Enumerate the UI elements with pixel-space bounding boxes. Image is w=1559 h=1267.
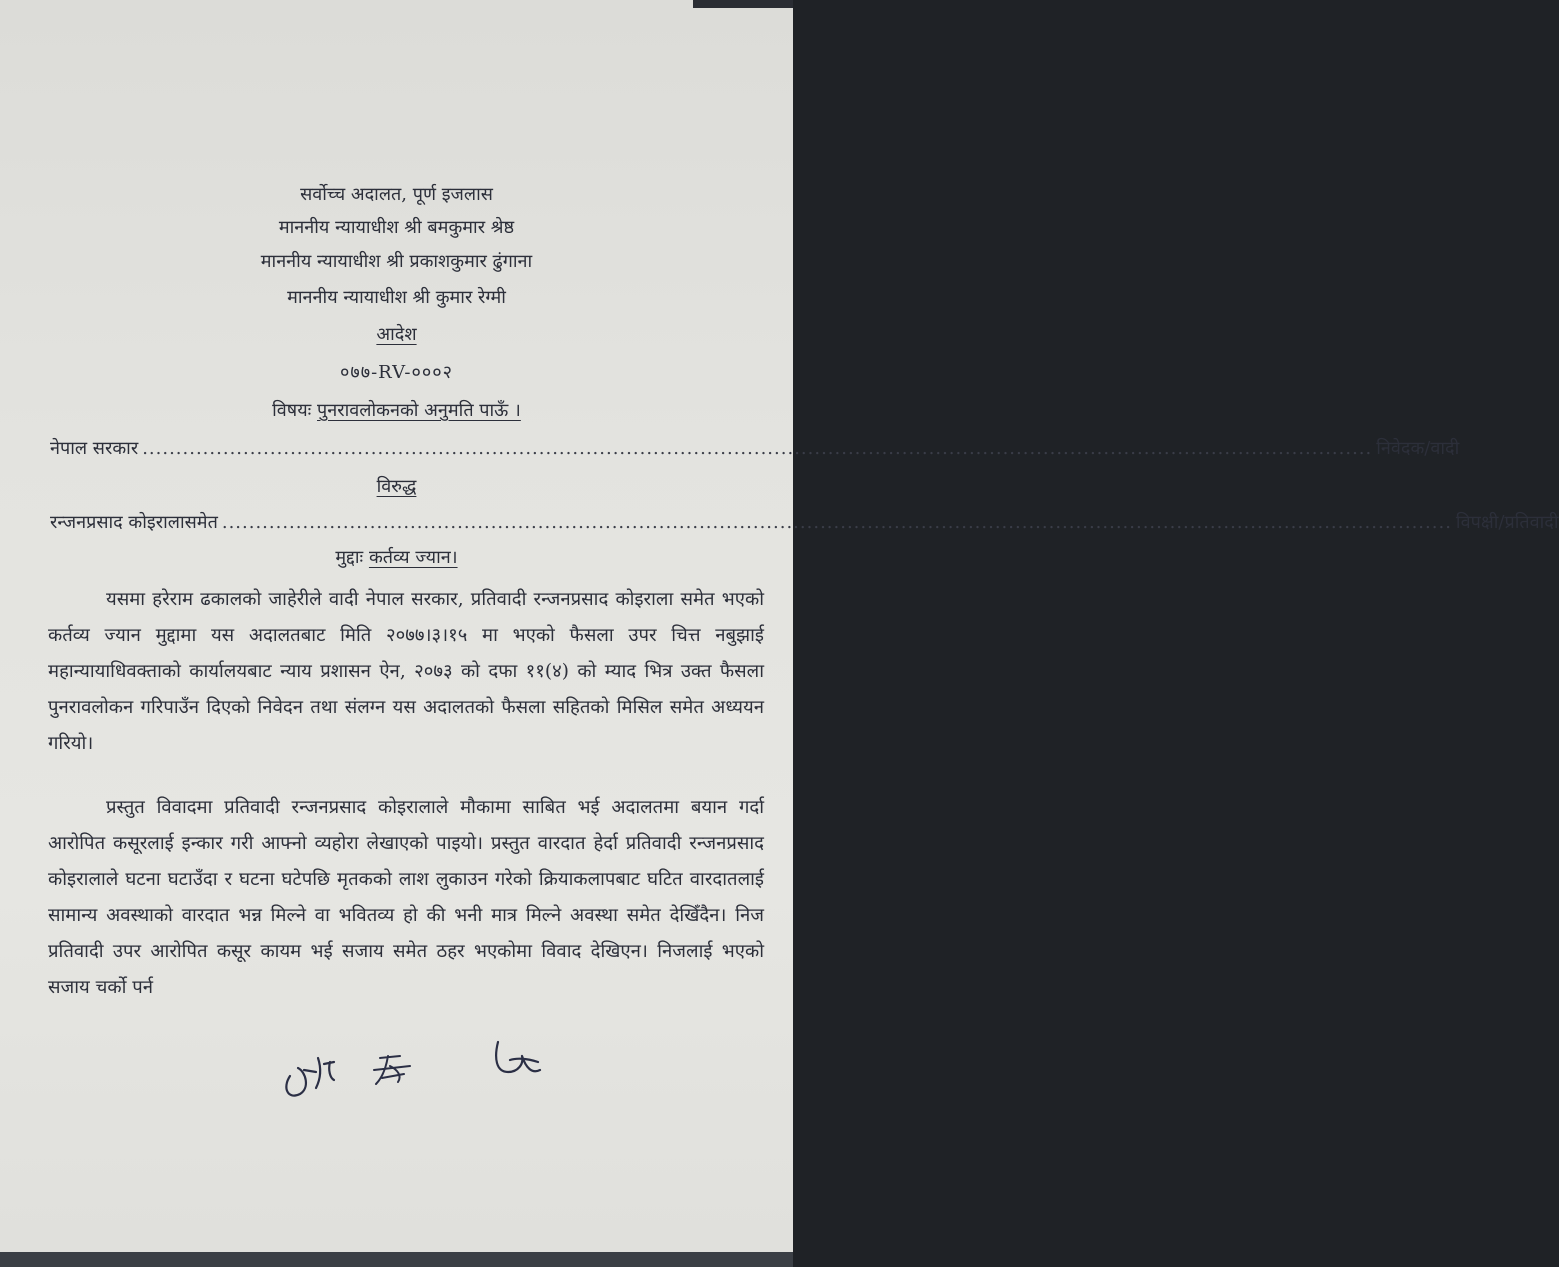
- petitioner-name: नेपाल सरकार: [50, 438, 139, 459]
- signature-marks: [270, 1028, 570, 1108]
- leader-dots: .......................................................................................................................................................................................: [142, 438, 1373, 459]
- petitioner-row: [50, 436, 1460, 460]
- issue-text: कर्तव्य ज्यान।: [368, 547, 458, 568]
- subject-prefix: विषयः: [272, 400, 312, 421]
- paragraph-1: यसमा हरेराम ढकालको जाहेरीले वादी नेपाल सरकार, प्रतिवादी रन्जनप्रसाद कोइराला समेत भएको कर्तव्य ज्यान मुद्दामा यस अदालतबाट मिति २०७७।३।१५ मा भएको फैसला उपर चित्त नबुझाई महान्यायाधिवक्ताको कार्यालयबाट न्याय प्रशासन ऐन, २०७३ को दफा ११(४) को म्याद भित्र उक्त फैसला पुनरावलोकन गरिपाउँन दिएको निवेदन तथा संलग्न यस अदालतको फैसला सहितको मिसिल समेत अध्ययन गरियो।: [48, 589, 764, 754]
- court-name: सर्वोच्च अदालत, पूर्ण इजलास: [300, 184, 493, 205]
- respondent-name: रन्जनप्रसाद कोइरालासमेत: [50, 512, 218, 533]
- scan-bottom-edge: [0, 1252, 793, 1267]
- case-number: ०७७-RV-०००२: [340, 362, 453, 383]
- issue-prefix: मुद्दाः: [335, 547, 364, 568]
- leader-dots: .......................................................................................................................................................................................: [221, 512, 1452, 533]
- issue-line: [0, 545, 793, 569]
- versus-text: विरुद्ध: [376, 476, 417, 497]
- order-label-text: आदेश: [376, 324, 417, 345]
- subject-line: [0, 398, 793, 422]
- versus-line: [0, 474, 793, 498]
- judge-3: माननीय न्यायाधीश श्री कुमार रेग्मी: [287, 287, 506, 308]
- subject-text: पुनरावलोकनको अनुमति पाऊँ ।: [317, 400, 521, 421]
- signature-initials-1: [286, 1058, 334, 1096]
- signatures: [270, 1028, 570, 1108]
- signature-initials-3: [496, 1042, 540, 1072]
- scan-edge: [693, 0, 793, 8]
- respondent-row: [50, 510, 1559, 534]
- respondent-role: विपक्षी/प्रतिवादी: [1455, 512, 1559, 533]
- judge-1: माननीय न्यायाधीश श्री बमकुमार श्रेष्ठ: [278, 217, 515, 238]
- judge-2: माननीय न्यायाधीश श्री प्रकाशकुमार ढुंगाना: [260, 251, 533, 272]
- paragraph-2: प्रस्तुत विवादमा प्रतिवादी रन्जनप्रसाद कोइरालाले मौकामा साबित भई अदालतमा बयान गर्दा आरोपित कसूरलाई इन्कार गरी आफ्नो व्यहोरा लेखाएको पाइयो। प्रस्तुत वारदात हेर्दा प्रतिवादी रन्जनप्रसाद कोइरालाले घटना घटाउँदा र घटना घटेपछि मृतकको लाश लुकाउन गरेको क्रियाकलापबाट घटित वारदातलाई सामान्य अवस्थाको वारदात भन्न मिल्ने वा भवितव्य हो की भनी मात्र मिल्ने अवस्था समेत देखिँदैन। निज प्रतिवादी उपर आरोपित कसूर कायम भई सजाय समेत ठहर भएकोमा विवाद देखिएन। निजलाई भएको सजाय चर्को पर्न: [48, 797, 764, 998]
- petitioner-role: निवेदक/वादी: [1376, 438, 1460, 459]
- order-label: [0, 322, 793, 346]
- signature-initials-2: [374, 1056, 410, 1084]
